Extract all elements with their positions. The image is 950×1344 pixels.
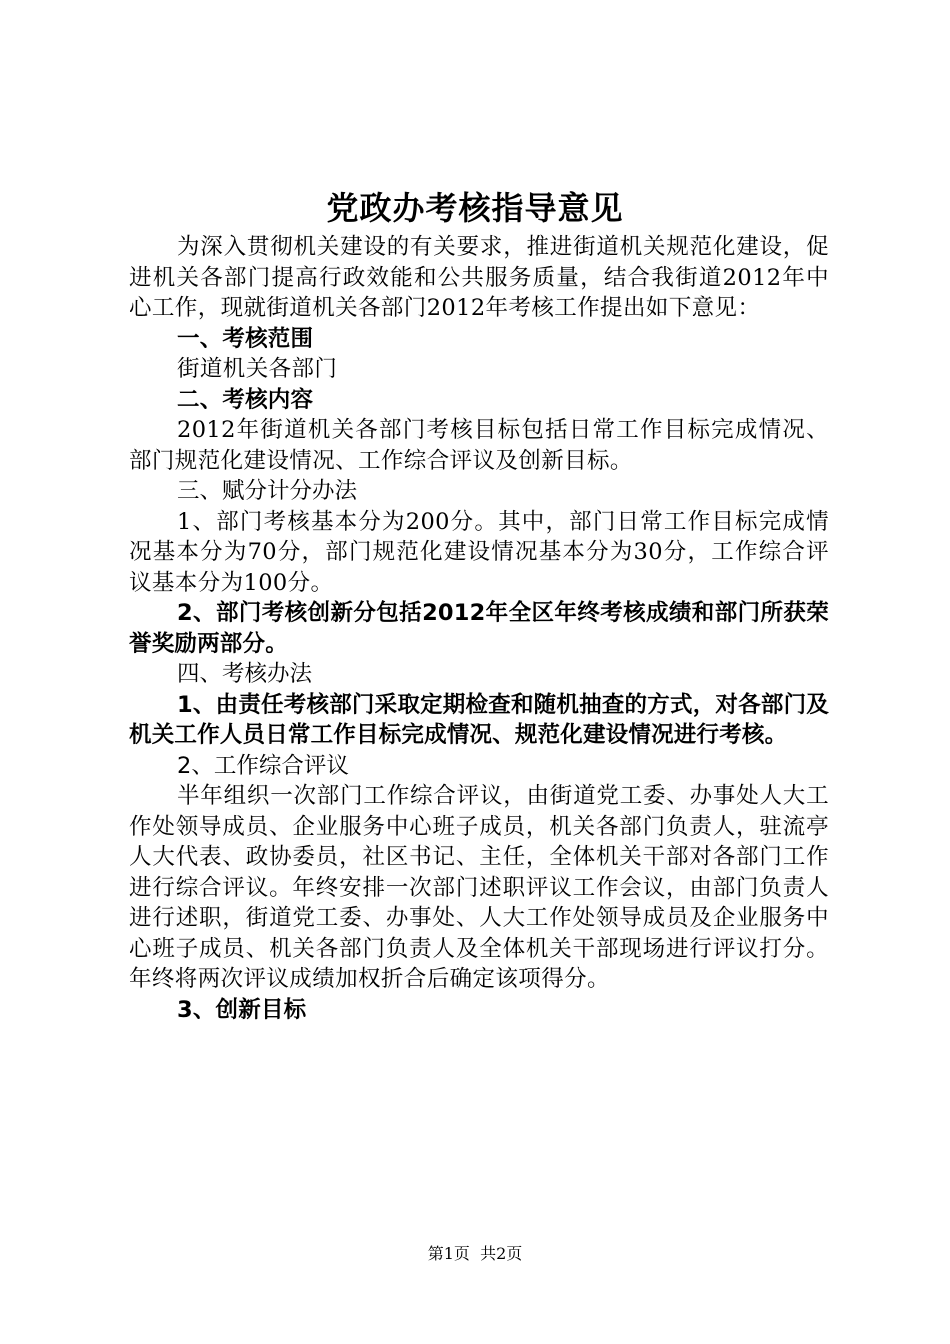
section-heading-scoring: 三、赋分计分办法	[177, 478, 358, 504]
scope-paragraph: 街道机关各部门	[177, 356, 338, 382]
content-paragraph: 2012年街道机关各部门考核目标包括日常工作目标完成情况、部门规范化建设情况、工作综合评议及创新目标。	[129, 417, 829, 474]
page-total: 共2页	[480, 1244, 523, 1263]
section-heading-content: 二、考核内容	[177, 386, 314, 413]
section-heading-method: 四、考核办法	[177, 661, 313, 687]
scoring-item-2: 2、部门考核创新分包括2012年全区年终考核成绩和部门所获荣誉奖励两部分。	[129, 600, 829, 657]
scoring-item-1: 1、部门考核基本分为200分。其中，部门日常工作目标完成情况基本分为70分，部门规范化建设情况基本分为30分，工作综合评议基本分为100分。	[129, 508, 829, 596]
method-item-1: 1、由责任考核部门采取定期检查和随机抽查的方式，对各部门及机关工作人员日常工作目标完成情况、规范化建设情况进行考核。	[129, 691, 829, 748]
document-title: 党政办考核指导意见	[326, 189, 624, 227]
page-footer	[0, 1243, 950, 1265]
method-item-2-heading: 2、工作综合评议	[177, 752, 349, 779]
intro-paragraph: 为深入贯彻机关建设的有关要求，推进街道机关规范化建设，促进机关各部门提高行政效能和公共服务质量，结合我街道2012年中心工作，现就街道机关各部门2012年考核工作提出如下意见：	[129, 234, 829, 321]
method-item-2-paragraph: 半年组织一次部门工作综合评议，由街道党工委、办事处人大工作处领导成员、企业服务中心班子成员，机关各部门负责人，驻流亭人大代表、政协委员，社区书记、主任，全体机关干部对各部门工作进行综合评议。年终安排一次部门述职评议工作会议，由部门负责人进行述职，街道党工委、办事处、人大工作处领导成员及企业服务中心班子成员、机关各部门负责人及全体机关干部现场进行评议打分。年终将两次评议成绩加权折合后确定该项得分。	[129, 783, 829, 992]
section-heading-scope: 一、考核范围	[177, 325, 314, 352]
method-item-3-heading: 3、创新目标	[177, 996, 307, 1023]
page-number: 第1页	[427, 1244, 470, 1263]
document-body	[129, 232, 829, 1025]
